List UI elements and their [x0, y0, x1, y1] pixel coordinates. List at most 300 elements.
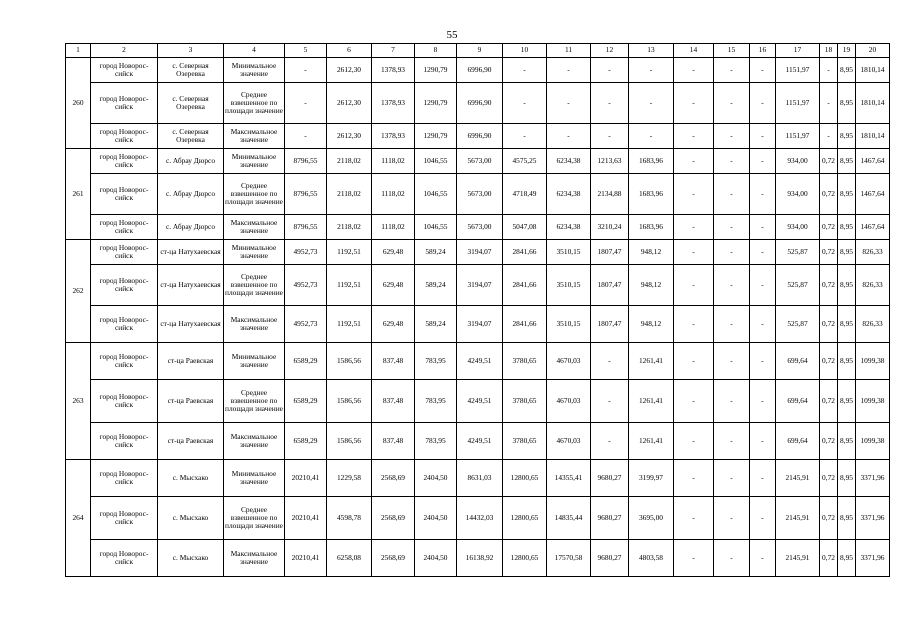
- column-header: 6: [327, 44, 372, 58]
- value-cell: -: [285, 83, 327, 124]
- value-cell: 14835,44: [547, 497, 591, 540]
- value-cell: 1099,38: [856, 423, 890, 460]
- value-cell: 0,72: [820, 343, 838, 380]
- value-cell: 2118,02: [327, 149, 372, 174]
- value-cell: 6234,38: [547, 215, 591, 240]
- value-cell: 4249,51: [457, 423, 503, 460]
- value-cell: -: [750, 306, 776, 343]
- value-cell: 8,95: [838, 460, 856, 497]
- value-cell: -: [629, 58, 674, 83]
- city-cell: город Новорос-сийск: [91, 380, 158, 423]
- value-cell: -: [714, 540, 750, 577]
- value-cell: 3510,15: [547, 306, 591, 343]
- value-cell: 948,12: [629, 265, 674, 306]
- value-cell: 1099,38: [856, 343, 890, 380]
- value-cell: 783,95: [415, 423, 457, 460]
- value-cell: 1290,79: [415, 58, 457, 83]
- value-cell: -: [714, 149, 750, 174]
- value-cell: -: [674, 306, 714, 343]
- value-cell: 3510,15: [547, 240, 591, 265]
- value-cell: 6589,29: [285, 423, 327, 460]
- table-row: [66, 423, 890, 460]
- value-cell: 934,00: [776, 149, 820, 174]
- locality-cell: ст-ца Раевская: [158, 423, 224, 460]
- value-cell: 837,48: [372, 423, 415, 460]
- value-cell: 3371,96: [856, 497, 890, 540]
- value-cell: -: [750, 149, 776, 174]
- value-cell: 8,95: [838, 306, 856, 343]
- column-header: 8: [415, 44, 457, 58]
- value-cell: 2404,50: [415, 460, 457, 497]
- table-row: [66, 497, 890, 540]
- locality-cell: с. Северная Озеревка: [158, 124, 224, 149]
- locality-cell: с. Мысхако: [158, 460, 224, 497]
- value-cell: 2568,69: [372, 460, 415, 497]
- value-cell: 4670,03: [547, 380, 591, 423]
- value-cell: 8796,55: [285, 149, 327, 174]
- value-type-cell: Минимальное значение: [224, 58, 285, 83]
- value-cell: -: [674, 423, 714, 460]
- value-cell: -: [750, 540, 776, 577]
- value-cell: 2568,69: [372, 497, 415, 540]
- value-cell: 6258,08: [327, 540, 372, 577]
- value-cell: 17570,58: [547, 540, 591, 577]
- value-cell: -: [714, 83, 750, 124]
- value-cell: 8,95: [838, 58, 856, 83]
- city-cell: город Новорос-сийск: [91, 497, 158, 540]
- table-row: [66, 265, 890, 306]
- value-cell: -: [750, 380, 776, 423]
- value-cell: 2612,30: [327, 83, 372, 124]
- city-cell: город Новорос-сийск: [91, 240, 158, 265]
- locality-cell: с. Северная Озеревка: [158, 58, 224, 83]
- value-cell: -: [629, 83, 674, 124]
- value-cell: 783,95: [415, 380, 457, 423]
- locality-cell: ст-ца Натухаевская: [158, 306, 224, 343]
- value-cell: 1099,38: [856, 380, 890, 423]
- value-cell: -: [750, 265, 776, 306]
- value-cell: -: [674, 149, 714, 174]
- value-cell: 1118,02: [372, 174, 415, 215]
- value-cell: 8,95: [838, 124, 856, 149]
- value-type-cell: Среднее взвешенное по площади значение: [224, 380, 285, 423]
- value-cell: 837,48: [372, 380, 415, 423]
- value-cell: 1378,93: [372, 83, 415, 124]
- city-cell: город Новорос-сийск: [91, 343, 158, 380]
- value-cell: 629,48: [372, 265, 415, 306]
- value-cell: -: [674, 240, 714, 265]
- value-type-cell: Среднее взвешенное по площади значение: [224, 497, 285, 540]
- value-cell: 1192,51: [327, 240, 372, 265]
- value-cell: 2568,69: [372, 540, 415, 577]
- value-cell: 2118,02: [327, 174, 372, 215]
- value-cell: 629,48: [372, 240, 415, 265]
- value-cell: -: [674, 83, 714, 124]
- value-cell: -: [750, 83, 776, 124]
- locality-cell: с. Мысхако: [158, 540, 224, 577]
- value-cell: 589,24: [415, 265, 457, 306]
- value-cell: -: [714, 343, 750, 380]
- value-cell: 948,12: [629, 240, 674, 265]
- value-cell: -: [750, 343, 776, 380]
- column-header: 20: [856, 44, 890, 58]
- column-header: 17: [776, 44, 820, 58]
- value-cell: 1046,55: [415, 174, 457, 215]
- value-cell: -: [714, 58, 750, 83]
- value-cell: 1118,02: [372, 149, 415, 174]
- value-cell: -: [674, 124, 714, 149]
- column-header: 15: [714, 44, 750, 58]
- value-cell: -: [714, 215, 750, 240]
- table-row: [66, 58, 890, 83]
- table-body: [66, 44, 890, 577]
- value-cell: 837,48: [372, 343, 415, 380]
- column-header: 16: [750, 44, 776, 58]
- value-cell: 1810,14: [856, 124, 890, 149]
- value-cell: 1683,96: [629, 215, 674, 240]
- value-cell: 1586,56: [327, 380, 372, 423]
- value-cell: 8,95: [838, 215, 856, 240]
- column-header: 4: [224, 44, 285, 58]
- value-cell: 1807,47: [591, 240, 629, 265]
- value-cell: 525,87: [776, 240, 820, 265]
- value-type-cell: Минимальное значение: [224, 343, 285, 380]
- value-cell: 2841,66: [503, 306, 547, 343]
- value-cell: -: [820, 58, 838, 83]
- value-cell: 8,95: [838, 423, 856, 460]
- value-type-cell: Среднее взвешенное по площади значение: [224, 83, 285, 124]
- value-cell: 16138,92: [457, 540, 503, 577]
- value-cell: 1192,51: [327, 306, 372, 343]
- value-cell: 6996,90: [457, 83, 503, 124]
- value-cell: -: [503, 124, 547, 149]
- value-cell: 3371,96: [856, 540, 890, 577]
- value-cell: 629,48: [372, 306, 415, 343]
- value-cell: 1290,79: [415, 124, 457, 149]
- value-cell: 589,24: [415, 240, 457, 265]
- value-cell: 12800,65: [503, 540, 547, 577]
- value-cell: 934,00: [776, 174, 820, 215]
- value-cell: -: [750, 174, 776, 215]
- value-cell: 6589,29: [285, 343, 327, 380]
- value-cell: -: [547, 83, 591, 124]
- value-cell: -: [674, 540, 714, 577]
- value-cell: 4598,78: [327, 497, 372, 540]
- value-cell: 1118,02: [372, 215, 415, 240]
- value-cell: 2145,91: [776, 540, 820, 577]
- value-cell: -: [591, 423, 629, 460]
- city-cell: город Новорос-сийск: [91, 540, 158, 577]
- value-cell: -: [674, 460, 714, 497]
- value-cell: 2404,50: [415, 497, 457, 540]
- value-cell: 1046,55: [415, 149, 457, 174]
- value-cell: -: [714, 423, 750, 460]
- value-cell: 6996,90: [457, 58, 503, 83]
- value-cell: 1586,56: [327, 343, 372, 380]
- value-cell: 1467,64: [856, 149, 890, 174]
- table-row: [66, 306, 890, 343]
- value-cell: 5673,00: [457, 149, 503, 174]
- value-type-cell: Минимальное значение: [224, 149, 285, 174]
- value-cell: 8796,55: [285, 174, 327, 215]
- value-cell: -: [674, 215, 714, 240]
- value-cell: 1261,41: [629, 380, 674, 423]
- value-cell: 20210,41: [285, 460, 327, 497]
- value-cell: -: [714, 497, 750, 540]
- value-cell: -: [503, 83, 547, 124]
- value-cell: -: [750, 460, 776, 497]
- value-cell: 8,95: [838, 497, 856, 540]
- table-row: [66, 174, 890, 215]
- value-cell: 0,72: [820, 540, 838, 577]
- city-cell: город Новорос-сийск: [91, 460, 158, 497]
- value-type-cell: Среднее взвешенное по площади значение: [224, 265, 285, 306]
- city-cell: город Новорос-сийск: [91, 124, 158, 149]
- value-cell: 948,12: [629, 306, 674, 343]
- value-cell: 8,95: [838, 83, 856, 124]
- locality-cell: с. Абрау Дюрсо: [158, 215, 224, 240]
- column-header: 5: [285, 44, 327, 58]
- row-group-number: 263: [66, 343, 91, 460]
- value-cell: 1261,41: [629, 423, 674, 460]
- value-cell: 4575,25: [503, 149, 547, 174]
- value-cell: 4249,51: [457, 343, 503, 380]
- tariff-table: [65, 43, 890, 577]
- value-cell: 3210,24: [591, 215, 629, 240]
- value-cell: 8631,03: [457, 460, 503, 497]
- value-cell: -: [714, 174, 750, 215]
- value-cell: 0,72: [820, 306, 838, 343]
- value-cell: -: [714, 306, 750, 343]
- city-cell: город Новорос-сийск: [91, 58, 158, 83]
- value-cell: 2612,30: [327, 58, 372, 83]
- value-cell: 9680,27: [591, 460, 629, 497]
- city-cell: город Новорос-сийск: [91, 83, 158, 124]
- locality-cell: с. Абрау Дюрсо: [158, 149, 224, 174]
- value-cell: 4803,58: [629, 540, 674, 577]
- value-cell: 3199,97: [629, 460, 674, 497]
- value-cell: 6234,38: [547, 174, 591, 215]
- value-cell: -: [714, 460, 750, 497]
- value-cell: 1810,14: [856, 58, 890, 83]
- value-cell: 0,72: [820, 265, 838, 306]
- value-cell: 3510,15: [547, 265, 591, 306]
- value-cell: 8,95: [838, 343, 856, 380]
- value-cell: -: [674, 174, 714, 215]
- value-cell: 2841,66: [503, 265, 547, 306]
- table-row: [66, 460, 890, 497]
- value-cell: 2841,66: [503, 240, 547, 265]
- value-cell: 12800,65: [503, 497, 547, 540]
- value-cell: 1378,93: [372, 124, 415, 149]
- value-cell: 934,00: [776, 215, 820, 240]
- value-cell: 699,64: [776, 343, 820, 380]
- value-cell: 4249,51: [457, 380, 503, 423]
- value-cell: -: [674, 497, 714, 540]
- value-cell: 2118,02: [327, 215, 372, 240]
- value-cell: 4670,03: [547, 343, 591, 380]
- value-cell: 4952,73: [285, 265, 327, 306]
- value-cell: 525,87: [776, 265, 820, 306]
- row-group-number: 261: [66, 149, 91, 240]
- value-cell: -: [750, 497, 776, 540]
- value-cell: -: [714, 265, 750, 306]
- value-cell: 2145,91: [776, 460, 820, 497]
- value-type-cell: Среднее взвешенное по площади значение: [224, 174, 285, 215]
- value-cell: 5673,00: [457, 174, 503, 215]
- value-cell: -: [750, 423, 776, 460]
- column-header: 14: [674, 44, 714, 58]
- value-cell: -: [591, 83, 629, 124]
- value-cell: 1467,64: [856, 174, 890, 215]
- value-cell: -: [674, 58, 714, 83]
- value-cell: 8,95: [838, 240, 856, 265]
- value-cell: -: [750, 58, 776, 83]
- value-cell: 1151,97: [776, 83, 820, 124]
- value-cell: 9680,27: [591, 497, 629, 540]
- value-cell: -: [820, 124, 838, 149]
- value-cell: 3695,00: [629, 497, 674, 540]
- value-cell: -: [547, 124, 591, 149]
- table-row: [66, 380, 890, 423]
- value-type-cell: Максимальное значение: [224, 306, 285, 343]
- locality-cell: ст-ца Раевская: [158, 380, 224, 423]
- value-cell: 4952,73: [285, 240, 327, 265]
- value-cell: -: [591, 58, 629, 83]
- value-cell: 699,64: [776, 423, 820, 460]
- city-cell: город Новорос-сийск: [91, 423, 158, 460]
- value-cell: 3780,65: [503, 343, 547, 380]
- value-cell: -: [750, 124, 776, 149]
- value-cell: 20210,41: [285, 540, 327, 577]
- table-row: [66, 215, 890, 240]
- column-header: 1: [66, 44, 91, 58]
- value-cell: 1213,63: [591, 149, 629, 174]
- value-cell: 8796,55: [285, 215, 327, 240]
- value-type-cell: Максимальное значение: [224, 540, 285, 577]
- city-cell: город Новорос-сийск: [91, 174, 158, 215]
- value-cell: 6589,29: [285, 380, 327, 423]
- value-cell: 0,72: [820, 174, 838, 215]
- value-cell: -: [591, 343, 629, 380]
- value-cell: 8,95: [838, 174, 856, 215]
- value-cell: -: [714, 380, 750, 423]
- value-cell: 525,87: [776, 306, 820, 343]
- value-cell: -: [750, 240, 776, 265]
- value-type-cell: Максимальное значение: [224, 423, 285, 460]
- value-cell: -: [674, 343, 714, 380]
- value-cell: 1683,96: [629, 149, 674, 174]
- value-cell: 1810,14: [856, 83, 890, 124]
- value-cell: 8,95: [838, 149, 856, 174]
- value-cell: -: [285, 124, 327, 149]
- locality-cell: с. Мысхако: [158, 497, 224, 540]
- value-cell: 5047,08: [503, 215, 547, 240]
- value-cell: 1229,58: [327, 460, 372, 497]
- page-number: 55: [446, 29, 458, 41]
- value-cell: 1683,96: [629, 174, 674, 215]
- value-cell: -: [503, 58, 547, 83]
- column-header: 3: [158, 44, 224, 58]
- column-header: 7: [372, 44, 415, 58]
- value-cell: -: [750, 215, 776, 240]
- column-header: 2: [91, 44, 158, 58]
- value-cell: -: [714, 240, 750, 265]
- value-type-cell: Минимальное значение: [224, 240, 285, 265]
- value-cell: -: [547, 58, 591, 83]
- value-cell: 589,24: [415, 306, 457, 343]
- value-cell: 1261,41: [629, 343, 674, 380]
- table-row: [66, 343, 890, 380]
- city-cell: город Новорос-сийск: [91, 306, 158, 343]
- value-cell: -: [591, 380, 629, 423]
- value-cell: -: [674, 265, 714, 306]
- value-cell: 0,72: [820, 149, 838, 174]
- value-type-cell: Минимальное значение: [224, 460, 285, 497]
- value-cell: 0,72: [820, 497, 838, 540]
- column-header: 10: [503, 44, 547, 58]
- value-cell: 1586,56: [327, 423, 372, 460]
- table-row: [66, 240, 890, 265]
- value-cell: -: [714, 124, 750, 149]
- value-cell: 1290,79: [415, 83, 457, 124]
- value-cell: 1192,51: [327, 265, 372, 306]
- row-group-number: 262: [66, 240, 91, 343]
- column-header: 19: [838, 44, 856, 58]
- value-cell: 1807,47: [591, 306, 629, 343]
- value-cell: 1807,47: [591, 265, 629, 306]
- value-cell: 2612,30: [327, 124, 372, 149]
- value-cell: 826,33: [856, 306, 890, 343]
- value-cell: 6234,38: [547, 149, 591, 174]
- column-header: 9: [457, 44, 503, 58]
- value-cell: 1151,97: [776, 124, 820, 149]
- value-cell: -: [285, 58, 327, 83]
- locality-cell: ст-ца Раевская: [158, 343, 224, 380]
- value-cell: 3194,07: [457, 306, 503, 343]
- row-group-number: 260: [66, 58, 91, 149]
- row-group-number: 264: [66, 460, 91, 577]
- value-cell: 4718,49: [503, 174, 547, 215]
- value-cell: 1046,55: [415, 215, 457, 240]
- city-cell: город Новорос-сийск: [91, 265, 158, 306]
- locality-cell: ст-ца Натухаевская: [158, 265, 224, 306]
- value-cell: 14432,03: [457, 497, 503, 540]
- column-header: 11: [547, 44, 591, 58]
- locality-cell: с. Абрау Дюрсо: [158, 174, 224, 215]
- value-cell: 3780,65: [503, 423, 547, 460]
- value-cell: 826,33: [856, 240, 890, 265]
- value-cell: 1378,93: [372, 58, 415, 83]
- value-cell: 3371,96: [856, 460, 890, 497]
- value-cell: 0,72: [820, 380, 838, 423]
- value-cell: 699,64: [776, 380, 820, 423]
- value-cell: 8,95: [838, 265, 856, 306]
- column-header: 13: [629, 44, 674, 58]
- value-cell: 3194,07: [457, 265, 503, 306]
- table-row: [66, 540, 890, 577]
- value-cell: 3780,65: [503, 380, 547, 423]
- value-cell: 783,95: [415, 343, 457, 380]
- value-cell: 14355,41: [547, 460, 591, 497]
- value-cell: 2404,50: [415, 540, 457, 577]
- table-row: [66, 149, 890, 174]
- value-cell: 20210,41: [285, 497, 327, 540]
- value-cell: 2134,88: [591, 174, 629, 215]
- header-row: [66, 44, 890, 58]
- value-cell: 0,72: [820, 240, 838, 265]
- value-cell: 5673,00: [457, 215, 503, 240]
